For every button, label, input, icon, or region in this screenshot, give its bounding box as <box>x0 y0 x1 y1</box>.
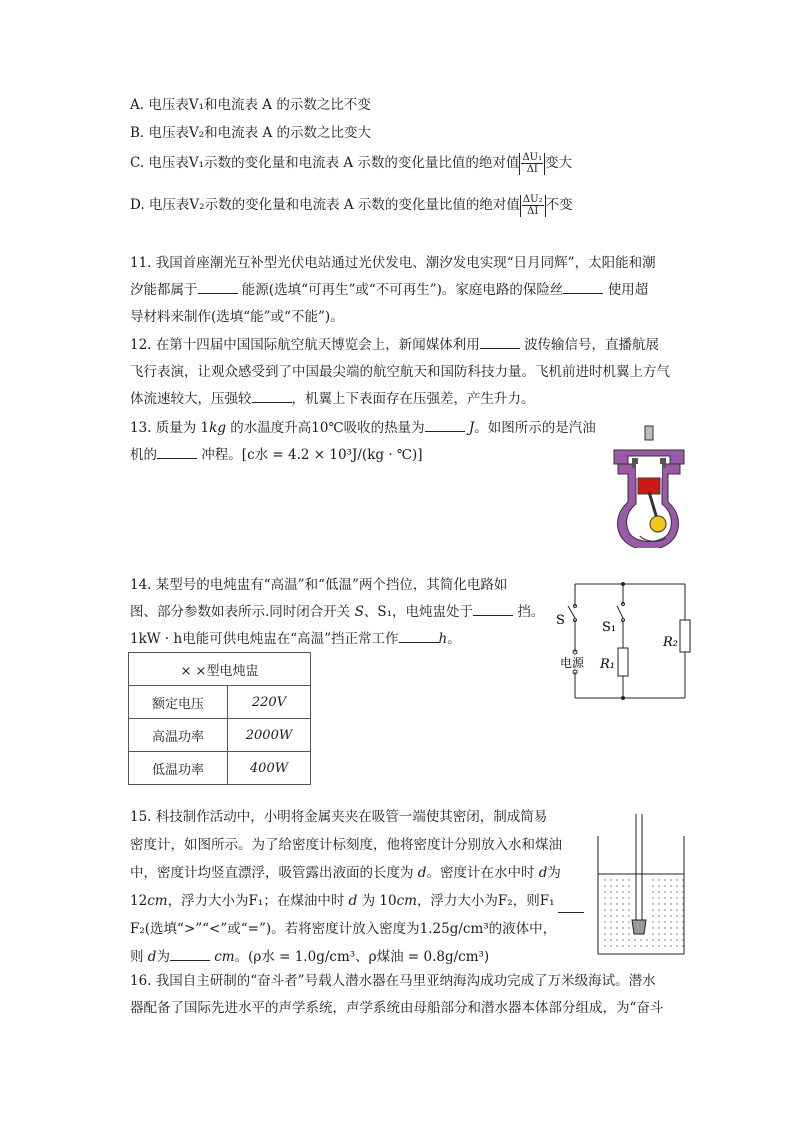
q10-option-d-tail: 不变 <box>545 197 573 213</box>
q11-line-1: 11. 我国首座潮光互补型光伏电站通过光伏发电、潮汐发电实现“日月同辉”，太阳能和潮 <box>130 255 656 271</box>
liquid-dot <box>658 885 659 886</box>
liquid-dot <box>628 909 629 910</box>
q16-line-2: 器配备了国际先进水平的声学系统，声学系统由母船部分和潜水器本体部分组成，为“奋斗 <box>130 1000 664 1016</box>
q15-blank-1[interactable] <box>558 898 584 913</box>
liquid-dot <box>640 945 641 946</box>
liquid-dot <box>652 909 653 910</box>
liquid-dot <box>610 903 611 904</box>
liquid-dot <box>604 885 605 886</box>
q11-blank-1[interactable] <box>198 279 238 294</box>
liquid-dot <box>676 921 677 922</box>
liquid-dot <box>658 939 659 940</box>
liquid-dot <box>676 933 677 934</box>
liquid-dot <box>664 891 665 892</box>
liquid-dot <box>610 885 611 886</box>
density-meter-figure <box>594 812 688 958</box>
q14-line-2: 图、部分参数如表所示.同时闭合开关 S、S₁，电炖盅处于 挡。 <box>130 599 544 626</box>
liquid-dot <box>628 921 629 922</box>
liquid-dot <box>616 915 617 916</box>
question-16 <box>130 968 663 1022</box>
liquid-dot <box>658 927 659 928</box>
label-switch-s: S <box>556 613 565 628</box>
liquid-dot <box>658 945 659 946</box>
liquid-dot <box>682 915 683 916</box>
metal-clip <box>632 920 646 934</box>
q11-blank-2[interactable] <box>563 279 603 294</box>
liquid-dot <box>628 939 629 940</box>
liquid-dot <box>616 879 617 880</box>
liquid-dot <box>682 879 683 880</box>
liquid-dot <box>616 903 617 904</box>
liquid-dot <box>670 945 671 946</box>
q14-blank-1[interactable] <box>473 601 513 616</box>
liquid-dot <box>634 945 635 946</box>
liquid-dot <box>664 927 665 928</box>
liquid-dot <box>610 945 611 946</box>
liquid-dot <box>616 897 617 898</box>
q12-blank-2[interactable] <box>252 388 292 403</box>
liquid-dot <box>604 891 605 892</box>
liquid-dot <box>610 939 611 940</box>
liquid-dot <box>676 885 677 886</box>
liquid-dot <box>610 921 611 922</box>
liquid-dot <box>628 915 629 916</box>
liquid-dot <box>622 891 623 892</box>
liquid-dot <box>670 909 671 910</box>
q13-blank-1[interactable] <box>425 417 465 432</box>
liquid-dot <box>610 933 611 934</box>
engine-stroke-figure <box>608 424 690 548</box>
crankshaft <box>650 516 666 532</box>
liquid-dot <box>652 915 653 916</box>
liquid-dot <box>640 939 641 940</box>
liquid-dot <box>670 939 671 940</box>
liquid-dot <box>682 885 683 886</box>
liquid-dot <box>604 909 605 910</box>
liquid-dot <box>652 933 653 934</box>
liquid-dot <box>622 897 623 898</box>
q16-line-1: 16. 我国自主研制的“奋斗者”号载人潜水器在马里亚纳海沟成功完成了万米级海试。潜水 <box>130 973 656 989</box>
liquid-dot <box>676 915 677 916</box>
label-r2: R₂ <box>663 635 678 650</box>
resistor-r1 <box>618 648 628 676</box>
q13-line-2: 机的 冲程。[c水 = 4.2 × 10³J/(kg · ℃)] <box>130 442 596 469</box>
liquid-dot <box>658 915 659 916</box>
liquid-dot <box>622 939 623 940</box>
liquid-dot <box>670 921 671 922</box>
liquid-dot <box>604 903 605 904</box>
liquid-dot <box>646 939 647 940</box>
liquid-dot <box>670 927 671 928</box>
liquid-dot <box>616 933 617 934</box>
liquid-dot <box>604 897 605 898</box>
liquid-dot <box>628 891 629 892</box>
label-switch-s1: S₁ <box>602 620 617 635</box>
liquid-dot <box>622 909 623 910</box>
circuit-diagram <box>550 576 700 706</box>
liquid-dot <box>652 879 653 880</box>
table-cell-label: 额定电压 <box>129 686 228 719</box>
table-cell-label: 高温功率 <box>129 719 228 752</box>
liquid-dot <box>664 939 665 940</box>
liquid-dot <box>610 891 611 892</box>
liquid-dot <box>604 879 605 880</box>
liquid-dot <box>652 897 653 898</box>
q15-line-1: 15. 科技制作活动中，小明将金属夹夹在吸管一端使其密闭，制成简易 <box>130 809 548 825</box>
liquid-dot <box>622 945 623 946</box>
q15-line-2: 密度计，如图所示。为了给密度计标刻度，他将密度计分别放入水和煤油 <box>130 837 562 853</box>
liquid-dot <box>682 939 683 940</box>
liquid-dot <box>664 921 665 922</box>
liquid-dot <box>682 927 683 928</box>
liquid-dot <box>664 903 665 904</box>
liquid-dot <box>670 891 671 892</box>
liquid-dot <box>676 879 677 880</box>
question-13 <box>130 415 596 469</box>
liquid-dot <box>670 885 671 886</box>
liquid-dot <box>628 897 629 898</box>
liquid-dot <box>676 903 677 904</box>
liquid-dot <box>652 891 653 892</box>
liquid-dot <box>652 921 653 922</box>
liquid-dot <box>682 933 683 934</box>
liquid-dot <box>658 903 659 904</box>
liquid-dot <box>664 945 665 946</box>
liquid-dot <box>616 945 617 946</box>
liquid-dot <box>622 885 623 886</box>
table-cell-value: 2000W <box>228 719 311 752</box>
liquid-dot <box>676 909 677 910</box>
cylinder-head <box>614 450 684 464</box>
label-power-source: 电源 <box>560 656 585 670</box>
q10-option-d-fraction: $\frac{\text{ΔU₂}}{\Delta I}$ <box>522 194 543 217</box>
liquid-dot <box>652 939 653 940</box>
liquid-dot <box>622 927 623 928</box>
q12-line-1: 12. 在第十四届中国国际航空航天博览会上，新闻媒体利用 波传输信号，直播航展 <box>130 332 670 359</box>
liquid-dot <box>604 939 605 940</box>
cylinder-chamber <box>636 464 662 478</box>
liquid-dot <box>616 891 617 892</box>
liquid-dot <box>676 891 677 892</box>
liquid-dot <box>622 921 623 922</box>
liquid-dot <box>604 945 605 946</box>
question-15 <box>130 803 562 971</box>
liquid-dot <box>664 897 665 898</box>
q15-line-4: 12cm，浮力大小为F₁；在煤油中时 d 为 10cm，浮力大小为F₂，则F₁ <box>130 893 555 909</box>
liquid-dot <box>676 945 677 946</box>
liquid-dot <box>628 945 629 946</box>
table-cell-value: 220V <box>228 686 311 719</box>
liquid-dot <box>658 921 659 922</box>
liquid-dot <box>622 915 623 916</box>
table-title: × ×型电炖盅 <box>129 653 311 686</box>
liquid-dot <box>628 885 629 886</box>
liquid-dot <box>658 879 659 880</box>
liquid-dot <box>610 897 611 898</box>
liquid-dot <box>664 885 665 886</box>
liquid-dot <box>682 909 683 910</box>
liquid-dot <box>616 885 617 886</box>
circuit-junction <box>621 696 625 700</box>
question-12 <box>130 332 670 413</box>
table-cell-value: 400W <box>228 752 311 785</box>
liquid-dot <box>610 915 611 916</box>
liquid-dot <box>676 939 677 940</box>
q14-line-3: 1kW · h电能可供电炖盅在“高温”挡正常工作 h。 <box>130 626 544 653</box>
q15-line-6: 则 d为 cm。(ρ水 = 1.0g/cm³、ρ煤油 = 0.8g/cm³) <box>130 943 562 971</box>
liquid-dot <box>664 933 665 934</box>
liquid-dot <box>652 885 653 886</box>
q10-option-b: B. 电压表V₂和电流表 A 的示数之比变大 <box>130 125 371 141</box>
q11-line-2: 汐能都属于 能源(选填“可再生”或“不可再生”)。家庭电路的保险丝 使用超 <box>130 277 656 304</box>
label-r1: R₁ <box>600 657 615 672</box>
liquid-dot <box>670 915 671 916</box>
liquid-dot <box>664 915 665 916</box>
liquid-dot <box>616 927 617 928</box>
liquid-dot <box>604 915 605 916</box>
table-row <box>129 653 311 686</box>
q12-line-2: 飞行表演，让观众感受到了中国最尖端的航空航天和国防科技力量。飞机前进时机翼上方气 <box>130 364 670 380</box>
liquid-dot <box>610 909 611 910</box>
liquid-dot <box>622 903 623 904</box>
q10-option-c-fraction: $\frac{\text{ΔU₁}}{\Delta I}$ <box>522 152 543 175</box>
liquid-dot <box>682 921 683 922</box>
q10-option-d-text: D. 电压表V₂示数的变化量和电流表 A 示数的变化量比值的绝对值 <box>130 197 520 213</box>
q13-line-1: 13. 质量为 1kg 的水温度升高10℃吸收的热量为 J。如图所示的是汽油 <box>130 415 596 442</box>
liquid-dot <box>658 933 659 934</box>
question-11 <box>130 250 656 331</box>
resistor-r2 <box>680 620 690 652</box>
liquid-dot <box>664 909 665 910</box>
liquid-dot <box>682 891 683 892</box>
q11-line-3: 导材料来制作(选填“能”或“不能”)。 <box>130 309 344 325</box>
liquid-dot <box>664 879 665 880</box>
q10-option-a: A. 电压表V₁和电流表 A 的示数之比不变 <box>130 97 371 113</box>
spec-table <box>128 652 311 785</box>
liquid-dot <box>676 927 677 928</box>
liquid-dot <box>622 879 623 880</box>
liquid-dot <box>628 903 629 904</box>
liquid-dot <box>604 933 605 934</box>
liquid-dot <box>670 933 671 934</box>
liquid-dot <box>646 945 647 946</box>
liquid-dot <box>670 903 671 904</box>
liquid-dot <box>610 879 611 880</box>
table-row <box>129 719 311 752</box>
liquid-dot <box>610 927 611 928</box>
liquid-dot <box>604 927 605 928</box>
liquid-dot <box>616 939 617 940</box>
liquid-dot <box>616 921 617 922</box>
q15-line-5: F₂(选填“>”“<”或“=”)。若将密度计放入密度为1.25g/cm³的液体中， <box>130 921 557 937</box>
liquid-dot <box>658 909 659 910</box>
q10-option-c <box>130 152 572 175</box>
q14-blank-2[interactable] <box>399 628 439 643</box>
q15-blank-2[interactable] <box>170 946 210 961</box>
liquid-dot <box>628 927 629 928</box>
liquid-dot <box>670 897 671 898</box>
liquid-dot <box>676 897 677 898</box>
table-row <box>129 752 311 785</box>
liquid-dot <box>622 933 623 934</box>
q14-line-1: 14. 某型号的电炖盅有“高温”和“低温”两个挡位，其简化电路如 <box>130 577 508 593</box>
spark-plug <box>645 426 653 440</box>
q12-line-3: 体流速较大，压强较 ，机翼上下表面存在压强差，产生升力。 <box>130 386 670 413</box>
liquid-dot <box>652 903 653 904</box>
liquid-dot <box>628 879 629 880</box>
q15-line-3: 中，密度计均竖直漂浮，吸管露出液面的长度为 d。密度计在水中时 d为 <box>130 865 561 881</box>
water-dots <box>604 879 683 946</box>
q10-option-c-text: C. 电压表V₁示数的变化量和电流表 A 示数的变化量比值的绝对值 <box>130 155 520 171</box>
liquid-dot <box>682 903 683 904</box>
liquid-dot <box>670 879 671 880</box>
table-row <box>129 686 311 719</box>
liquid-dot <box>658 897 659 898</box>
liquid-dot <box>634 939 635 940</box>
table-cell-label: 低温功率 <box>129 752 228 785</box>
q10-option-d <box>130 194 573 217</box>
q12-blank-1[interactable] <box>480 334 520 349</box>
q10-option-c-tail: 变大 <box>545 155 573 171</box>
question-14 <box>130 572 544 653</box>
circuit-junction <box>621 582 625 586</box>
liquid-dot <box>604 921 605 922</box>
liquid-dot <box>658 891 659 892</box>
liquid-dot <box>682 945 683 946</box>
liquid-dot <box>652 927 653 928</box>
liquid-dot <box>616 909 617 910</box>
liquid-dot <box>682 897 683 898</box>
liquid-dot <box>652 945 653 946</box>
liquid-dot <box>628 933 629 934</box>
piston <box>638 478 660 494</box>
q13-blank-2[interactable] <box>157 444 197 459</box>
